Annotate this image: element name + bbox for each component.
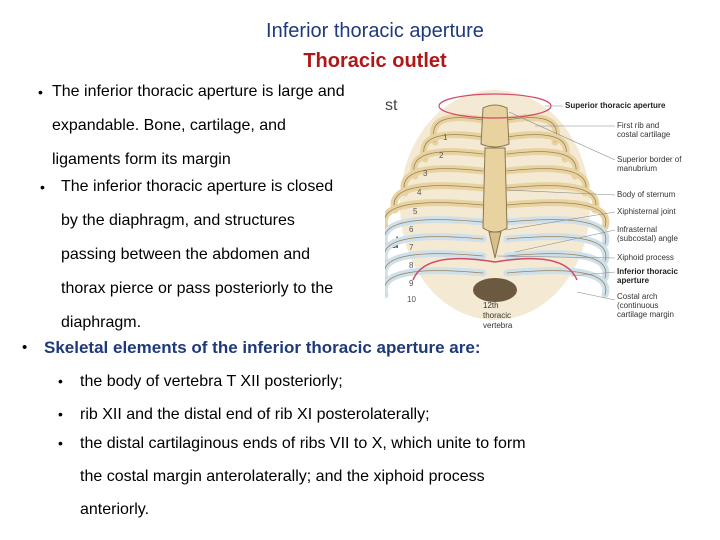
text-line: rib XII and the distal end of rib XI posterolaterally; [80,406,430,423]
rib-number: 9 [409,279,414,288]
text-line: The inferior thoracic aperture is closed [61,178,334,195]
label-first-rib: First rib and [617,121,660,130]
sternum-body-shape [483,148,507,232]
label-costal-arch: Costal arch [617,292,658,301]
label-infrasternal: (subcostal) angle [617,234,678,243]
label-xiphoid: Xiphoid process [617,253,674,262]
rib-number: 5 [413,207,418,216]
label-costal-arch: cartilage margin [617,310,674,319]
bullet-marker: • [38,84,43,100]
label-inferior-aperture: aperture [617,276,650,285]
rib-number: 3 [423,169,428,178]
thoracic-cage-figure [385,80,695,330]
label-manubrium: manubrium [617,164,658,173]
text-line: the costal margin anterolaterally; and the xiphoid process [80,468,485,485]
vertebra-label: thoracic [483,311,512,320]
page-title: Inferior thoracic aperture [266,20,484,42]
cropped-text: d [390,235,399,252]
text-line: the body of vertebra T XII posteriorly; [80,373,343,390]
label-manubrium: Superior border of [617,155,682,164]
vertebra-t12-shape [473,278,517,302]
label-xiphisternal: Xiphisternal joint [617,207,676,216]
text-line: ligaments form its margin [52,151,231,168]
label-first-rib: costal cartilage [617,130,671,139]
rib-number: 1 [443,133,448,142]
skeletal-item [80,427,526,526]
rib-number: 2 [439,151,444,160]
vertebra-label: 12th [483,301,499,310]
vertebra-label: vertebra [483,321,513,330]
text-line: the distal cartilaginous ends of ribs VII to X, which unite to form [80,435,526,452]
bullet-marker: • [40,179,45,195]
text-line: anteriorly. [80,501,150,518]
sub-bullet-marker: • [58,406,63,422]
skeletal-item [80,365,343,398]
text-line: passing between the abdomen and [61,246,311,263]
rib-cage-drawing [385,90,606,320]
bullet-marker: • [22,339,28,356]
label-inferior-aperture: Inferior thoracic [617,267,678,276]
skeletal-heading: Skeletal elements of the inferior thoracic aperture are: [44,338,481,357]
sub-bullet-marker: • [58,435,63,451]
paragraph-aperture-margin [52,75,345,177]
manubrium-shape [481,105,509,147]
label-body-sternum: Body of sternum [617,190,676,199]
label-superior-aperture: Superior thoracic aperture [565,101,666,110]
text-line: expandable. Bone, cartilage, and [52,117,286,134]
text-line: thorax pierce or pass posteriorly to the [61,280,334,297]
rib-number: 6 [409,225,414,234]
rib-number: 8 [409,261,414,270]
rib-number: 4 [417,188,422,197]
rib-number: 7 [409,243,414,252]
cropped-text: st [385,97,398,114]
label-costal-arch: (continuous [617,301,659,310]
page-subtitle: Thoracic outlet [303,50,447,72]
text-line: diaphragm. [61,314,142,331]
label-infrasternal: Infrasternal [617,225,658,234]
text-line: by the diaphragm, and structures [61,212,295,229]
text-line: The inferior thoracic aperture is large and [52,83,345,100]
sub-bullet-marker: • [58,373,63,389]
paragraph-diaphragm [61,170,333,340]
rib-number: 10 [407,295,416,304]
